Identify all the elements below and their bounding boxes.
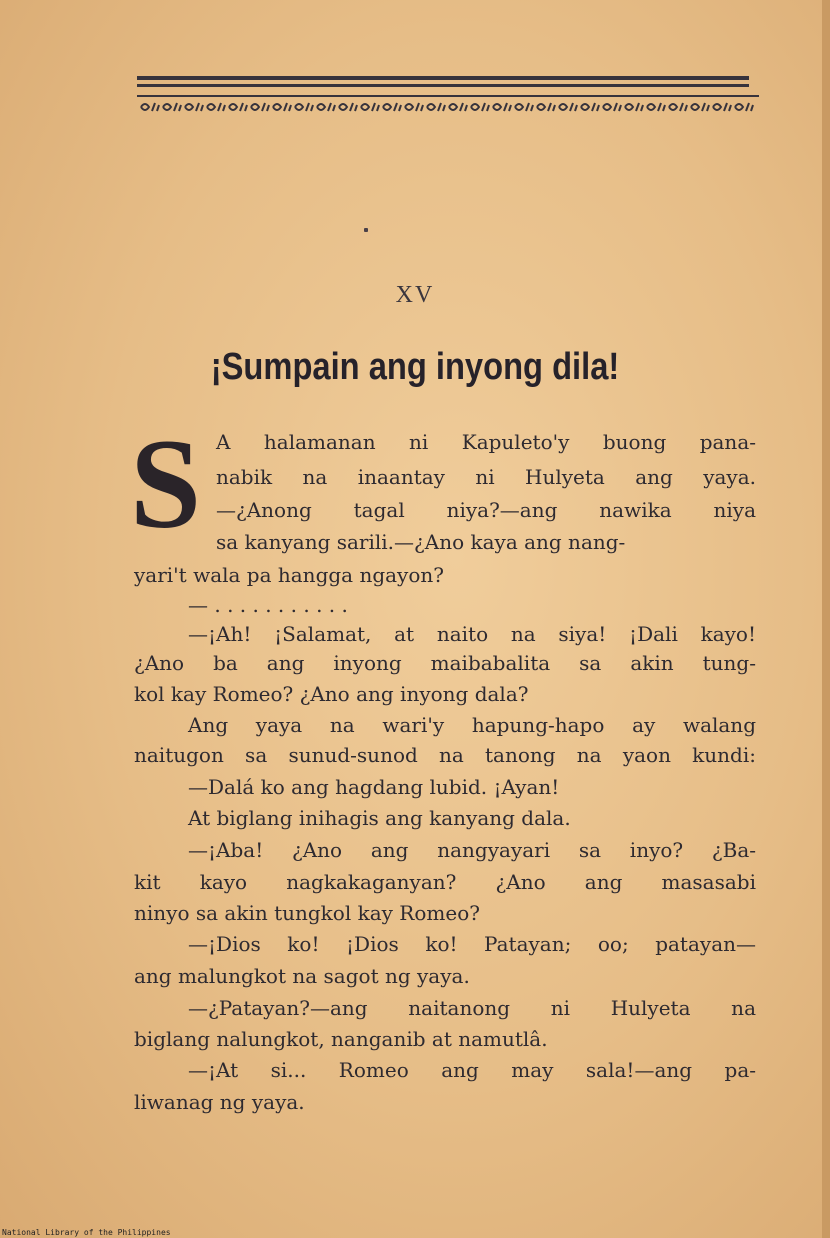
text-line-20: biglang nalungkot, nanganib at namutlâ. [134, 1027, 548, 1051]
ornament-glyph [141, 103, 159, 111]
ornament-glyph [647, 103, 665, 111]
ornament-glyph [427, 103, 445, 111]
text-line-19: —¿Patayan?—ang naitanong ni Hulyeta na [188, 996, 756, 1020]
ornament-glyph [603, 103, 621, 111]
text-line-11: naitugon sa sunud-sunod na tanong na yaon kundi: [134, 743, 756, 767]
text-line-3: —¿Anong tagal niya?—ang nawika niya [216, 498, 756, 522]
text-line-18: ang malungkot na sagot ng yaya. [134, 964, 470, 988]
footer-credit: National Library of the Philippines [2, 1228, 171, 1237]
text-line-5: yari't wala pa hangga ngayon? [134, 563, 444, 587]
text-line-14: —¡Aba! ¿Ano ang nangyayari sa inyo? ¿Ba- [188, 838, 756, 862]
text-line-10: Ang yaya na wari'y hapung-hapo ay walang [188, 713, 756, 737]
top-rule-second [137, 84, 749, 87]
ornament-glyph [537, 103, 555, 111]
chapter-number: XV [395, 282, 435, 308]
text-line-4: sa kanyang sarili.—¿Ano kaya ang nang- [216, 530, 626, 554]
ornament-glyph [735, 103, 753, 111]
text-line-7: —¡Ah! ¡Salamat, at naito na siya! ¡Dali kayo! [188, 622, 756, 646]
ornament-glyph [295, 103, 313, 111]
stray-mark [364, 228, 368, 232]
text-line-6: — . . . . . . . . . . . [188, 593, 348, 617]
ornament-glyph [515, 103, 533, 111]
page-edge [822, 0, 830, 1238]
ornament-glyph [405, 103, 423, 111]
decorative-border-ornament [137, 93, 759, 119]
ornament-glyph [361, 103, 379, 111]
ornament-glyph [339, 103, 357, 111]
drop-cap: S [130, 413, 202, 555]
text-line-17: —¡Dios ko! ¡Dios ko! Patayan; oo; patayan— [188, 932, 756, 956]
text-line-2: nabik na inaantay ni Hulyeta ang yaya. [216, 465, 756, 489]
ornament-glyph [691, 103, 709, 111]
ornament-glyph [471, 103, 489, 111]
text-line-9: kol kay Romeo? ¿Ano ang inyong dala? [134, 682, 529, 706]
text-line-16: ninyo sa akin tungkol kay Romeo? [134, 901, 480, 925]
ornament-glyph [185, 103, 203, 111]
ornament-glyph [251, 103, 269, 111]
ornament-glyph [207, 103, 225, 111]
ornament-glyph [229, 103, 247, 111]
ornament-glyph [449, 103, 467, 111]
ornament-glyph [493, 103, 511, 111]
text-line-21: —¡At si... Romeo ang may sala!—ang pa- [188, 1058, 756, 1082]
text-line-15: kit kayo nagkakaganyan? ¿Ano ang masasabi [134, 870, 756, 894]
text-line-22: liwanag ng yaya. [134, 1090, 305, 1114]
ornament-glyph [669, 103, 687, 111]
top-rule [137, 76, 749, 80]
text-line-8: ¿Ano ba ang inyong maibabalita sa akin tung- [134, 651, 756, 675]
text-line-13: At biglang inihagis ang kanyang dala. [188, 806, 571, 830]
chapter-title: ¡Sumpain ang inyong dila! [210, 346, 620, 388]
ornament-glyph [383, 103, 401, 111]
ornament-glyph [713, 103, 731, 111]
ornament-glyph [163, 103, 181, 111]
ornament-glyph [625, 103, 643, 111]
ornament-glyph [317, 103, 335, 111]
text-line-1: A halamanan ni Kapuleto'y buong pana- [216, 430, 756, 454]
text-line-12: —Dalá ko ang hagdang lubid. ¡Ayan! [188, 775, 560, 799]
ornament-glyph [559, 103, 577, 111]
ornament-glyph [581, 103, 599, 111]
ornament-glyph [273, 103, 291, 111]
